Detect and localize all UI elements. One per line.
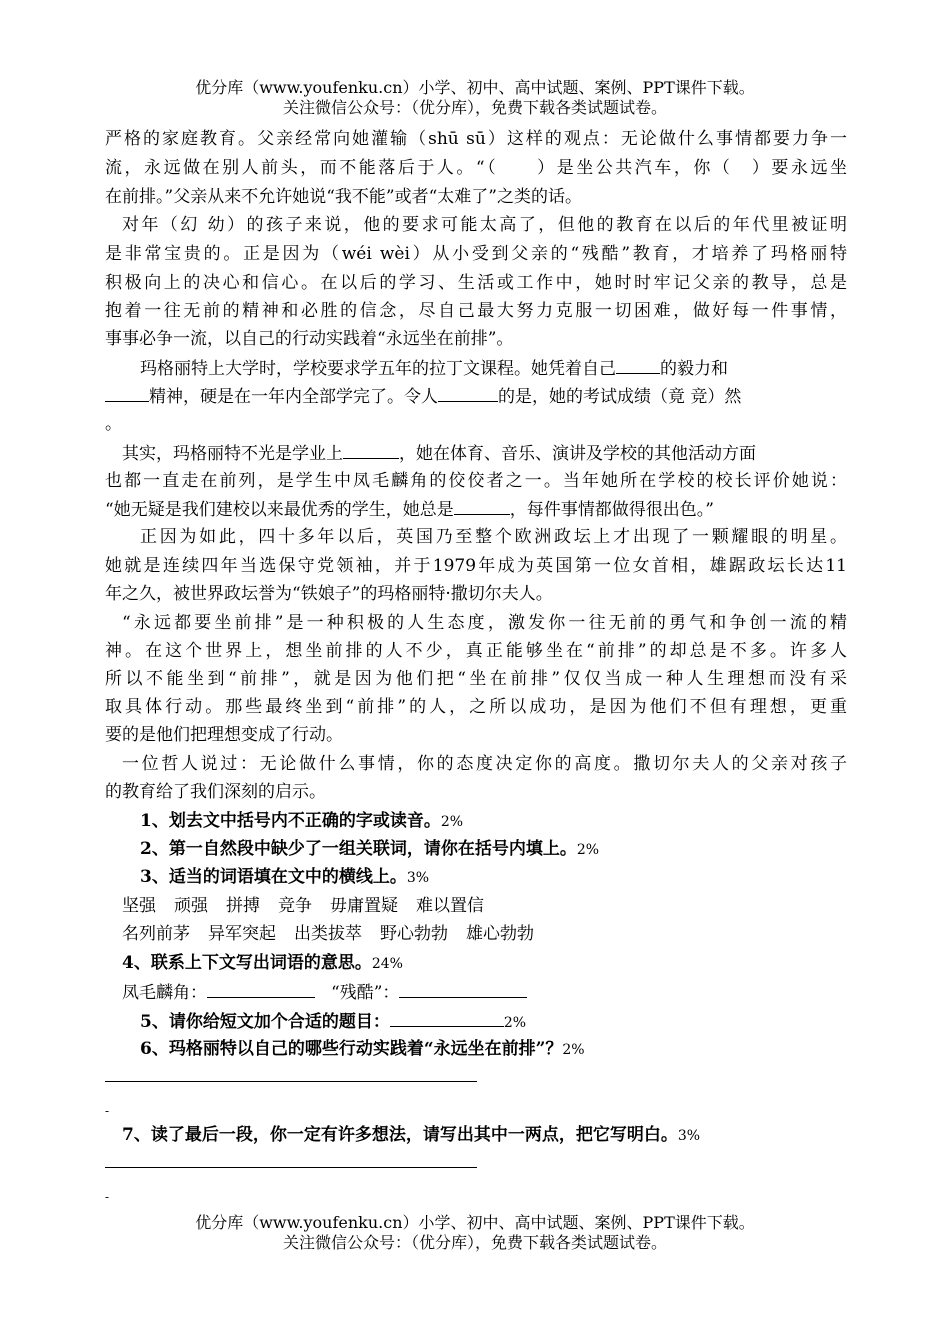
word-bank-item: 毋庸置疑 [330,896,398,916]
answer-line[interactable] [105,1167,477,1168]
word-bank-item: 异军突起 [208,924,276,944]
para5-line2: 她就是连续四年当选保守党领袖，并于1979年成为英国第一位女首相，雄踞政坛长达11 [105,556,847,576]
para6-line5: 要的是他们把理想变成了行动。 [105,725,343,745]
word-bank-item: 顽强 [174,896,208,916]
word-bank-item: 拼搏 [226,896,260,916]
word-bank-item: 出类拔萃 [294,924,362,944]
question-5: 5、请你给短文加个合适的题目： 2% [140,1008,526,1036]
word-bank-row-1 [122,893,484,919]
para3-line2: 精神，硬是在一年内全部学完了。令人 的是，她的考试成绩（竟 竞）然 [105,383,741,410]
para2-line2: 是非常宝贵的。正是因为（wéi wèi）从小受到父亲的“残酷”教育，才培养了玛格丽特 [105,244,847,264]
word-bank-item: 难以置信 [416,896,484,916]
para5-line1: 正因为如此，四十多年以后，英国乃至整个欧洲政坛上才出现了一颗耀眼的明星。 [140,527,847,547]
fill-blank[interactable] [105,383,149,402]
question-3: 3、适当的词语填在文中的横线上。3% [140,867,430,887]
footer-line-2: 关注微信公众号：（优分库），免费下载各类试题试卷。 [282,1233,667,1252]
question-7: 7、读了最后一段，你一定有许多想法，请写出其中一两点，把它写明白。3% [122,1125,701,1145]
question-6: 6、玛格丽特以自己的哪些行动实践着“永远坐在前排”？2% [140,1039,585,1059]
para1-line2: 流，永远做在别人前头，而不能落后于人。“（ ）是坐公共汽车，你（ ）要永远坐 [105,158,847,178]
para1-line3: 在前排。”父亲从来不允许她说“我不能”或者“太难了”之类的话。 [105,187,582,207]
answer-blank[interactable] [207,979,315,998]
para2-line3: 积极向上的决心和信心。在以后的学习、生活或工作中，她时时牢记父亲的教导，总是 [105,273,847,293]
word-bank-item: 竞争 [278,896,312,916]
para7-line2: 的教育给了我们深刻的启示。 [105,782,326,802]
word-bank-row-2 [122,921,534,947]
word-bank-item: 雄心勃勃 [466,924,534,944]
answer-blank[interactable] [399,979,527,998]
header-line-2: 关注微信公众号：（优分库），免费下载各类试题试卷。 [282,98,667,117]
fill-blank[interactable] [616,355,660,374]
word-bank-item: 坚强 [122,896,156,916]
question-4: 4、联系上下文写出词语的意思。24% [122,953,403,973]
fill-blank[interactable] [343,440,399,459]
fill-blank[interactable] [438,383,498,402]
para6-line2: 神。在这个世界上，想坐前排的人不少，真正能够坐在“前排”的却总是不多。许多人 [105,641,847,661]
para7-line1: 一位哲人说过：无论做什么事情，你的态度决定你的高度。撒切尔夫人的父亲对孩子 [122,754,847,774]
para4-line3: “她无疑是我们建校以来最优秀的学生，她总是 ，每件事情都做得很出色。” [105,496,714,523]
para6-line4: 取具体行动。那些最终坐到“前排”的人，之所以成功，是因为他们不但有理想，更重 [105,697,847,717]
word-bank-item: 野心勃勃 [380,924,448,944]
para2-line4: 抱着一往无前的精神和必胜的信念，尽自己最大努力克服一切困难，做好每一件事情， [105,301,847,321]
question-4-terms: 凤毛麟角： “残酷”： [122,979,527,1006]
para5-line3: 年之久，被世界政坛誉为“铁娘子”的玛格丽特·撒切尔夫人。 [105,584,553,604]
title-answer-blank[interactable] [390,1008,504,1027]
question-1: 1、划去文中括号内不正确的字或读音。2% [140,811,464,831]
para2-line1: 对年（幻 幼）的孩子来说，他的要求可能太高了，但他的教育在以后的年代里被证明 [122,215,847,235]
para1-line1: 严格的家庭教育。父亲经常向她灌输（shū sū）这样的观点：无论做什么事情都要力争一 [105,129,847,149]
para6-line3: 所以不能坐到“前排”，就是因为他们把“坐在前排”仅仅当成一种人生理想而没有采 [105,669,847,689]
answer-line[interactable] [105,1081,477,1082]
header-line-1: 优分库（www.youfenku.cn）小学、初中、高中试题、案例、PPT课件下载。 [195,78,755,97]
dash-mark: - [105,1104,110,1118]
dash-mark: - [105,1190,110,1204]
para3-line1: 玛格丽特上大学时，学校要求学五年的拉丁文课程。她凭着自己 的毅力和 [140,355,728,382]
para4-line1: 其实，玛格丽特不光是学业上 ，她在体育、音乐、演讲及学校的其他活动方面 [122,440,756,467]
fill-blank[interactable] [454,496,510,515]
footer-line-1: 优分库（www.youfenku.cn）小学、初中、高中试题、案例、PPT课件下载。 [195,1213,755,1232]
para6-line1: “永远都要坐前排”是一种积极的人生态度，激发你一往无前的勇气和争创一流的精 [122,613,847,633]
para2-line5: 事事必争一流，以自己的行动实践着“永远坐在前排”。 [105,329,514,349]
para3-line3: 。 [105,414,122,434]
question-2: 2、第一自然段中缺少了一组关联词，请你在括号内填上。2% [140,839,600,859]
para4-line2: 也都一直走在前列，是学生中凤毛麟角的佼佼者之一。当年她所在学校的校长评价她说： [105,471,847,491]
word-bank-item: 名列前茅 [122,924,190,944]
